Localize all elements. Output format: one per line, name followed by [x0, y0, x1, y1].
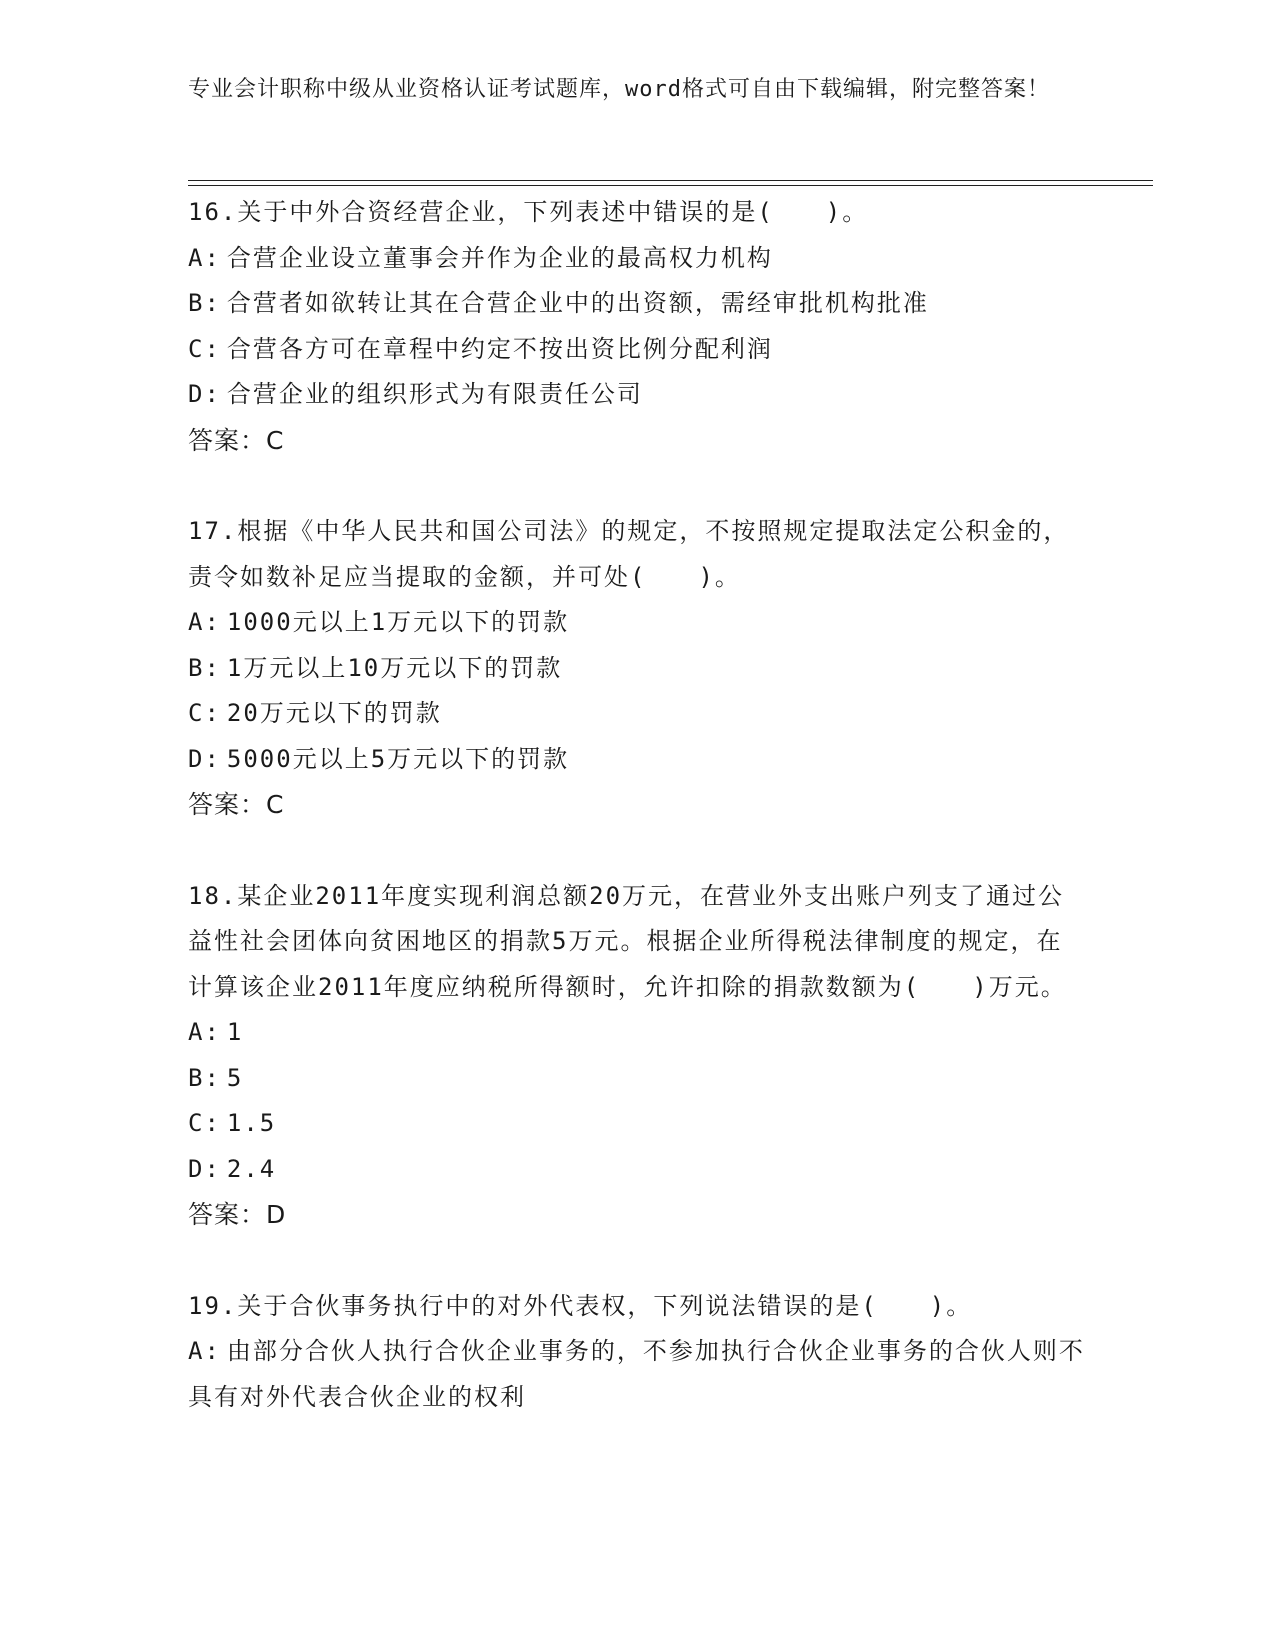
document-header: 专业会计职称中级从业资格认证考试题库，word格式可自由下载编辑，附完整答案！: [188, 77, 1050, 102]
option-text: 1.5: [226, 1109, 277, 1137]
question-spacer: [188, 463, 1088, 509]
answer-option: [188, 372, 1088, 418]
question-block: [188, 190, 1088, 509]
option-letter: C:: [188, 1109, 221, 1137]
option-text: 5000元以上5万元以下的罚款: [226, 744, 570, 773]
option-text: 合营企业设立董事会并作为企业的最高权力机构: [226, 243, 773, 272]
question-block: [188, 1284, 1088, 1421]
option-text: 由部分合伙人执行合伙企业事务的，不参加执行合伙企业事务的合伙人则不具有对外代表合伙企业的权利: [188, 1337, 1085, 1411]
option-text: 1: [226, 1018, 244, 1046]
question-list: [188, 190, 1088, 1420]
option-text: 2.4: [226, 1154, 277, 1183]
option-letter: A:: [188, 1337, 221, 1365]
option-letter: C:: [188, 699, 221, 727]
answer-option: [188, 327, 1088, 373]
answer-option: [188, 1010, 1088, 1056]
answer-key: 答案：C: [188, 790, 285, 819]
answer-key: 答案：C: [188, 425, 285, 455]
option-text: 20万元以下的罚款: [226, 699, 442, 727]
answer-option: [188, 1056, 1088, 1102]
option-letter: B:: [188, 289, 221, 317]
option-letter: D:: [188, 1154, 221, 1183]
option-letter: A:: [188, 243, 221, 272]
option-letter: B:: [188, 653, 221, 682]
option-letter: D:: [188, 744, 221, 773]
question-stem: 18.某企业2011年度实现利润总额20万元，在营业外支出账户列支了通过公益性社会团体向贫困地区的捐款5万元。根据企业所得税法律制度的规定，在计算该企业2011年度应纳税所得额时，允许扣除的捐款数额为( )万元。: [188, 881, 1067, 1001]
question-block: [188, 874, 1088, 1284]
answer-option: [188, 691, 1088, 737]
option-letter: A:: [188, 608, 221, 636]
question-stem: 17.根据《中华人民共和国公司法》的规定，不按照规定提取法定公积金的，责令如数补足应当提取的金额，并可处( )。: [188, 517, 1070, 591]
answer-option: [188, 1147, 1088, 1193]
option-letter: C:: [188, 334, 221, 363]
answer-option: [188, 737, 1088, 783]
option-text: 合营企业的组织形式为有限责任公司: [226, 380, 643, 408]
question-spacer: [188, 1238, 1088, 1284]
answer-option: [188, 281, 1088, 327]
option-letter: B:: [188, 1063, 221, 1092]
answer-option: [188, 600, 1088, 646]
question-block: [188, 509, 1088, 874]
option-text: 合营者如欲转让其在合营企业中的出资额，需经审批机构批准: [226, 289, 929, 317]
question-spacer: [188, 828, 1088, 874]
header-rule-bottom: [188, 185, 1153, 186]
option-letter: A:: [188, 1018, 221, 1046]
answer-option: [188, 1329, 1088, 1420]
header-rule-top: [188, 180, 1153, 181]
answer-option: [188, 646, 1088, 692]
option-letter: D:: [188, 380, 221, 408]
answer-key: 答案：D: [188, 1200, 287, 1229]
option-text: 1000元以上1万元以下的罚款: [226, 608, 570, 636]
answer-option: [188, 236, 1088, 282]
option-text: 5: [226, 1063, 244, 1092]
option-text: 1万元以上10万元以下的罚款: [226, 653, 563, 682]
option-text: 合营各方可在章程中约定不按出资比例分配利润: [226, 334, 773, 363]
answer-option: [188, 1101, 1088, 1147]
question-stem: 16.关于中外合资经营企业，下列表述中错误的是( )。: [188, 198, 869, 226]
question-stem: 19.关于合伙事务执行中的对外代表权，下列说法错误的是( )。: [188, 1291, 973, 1320]
